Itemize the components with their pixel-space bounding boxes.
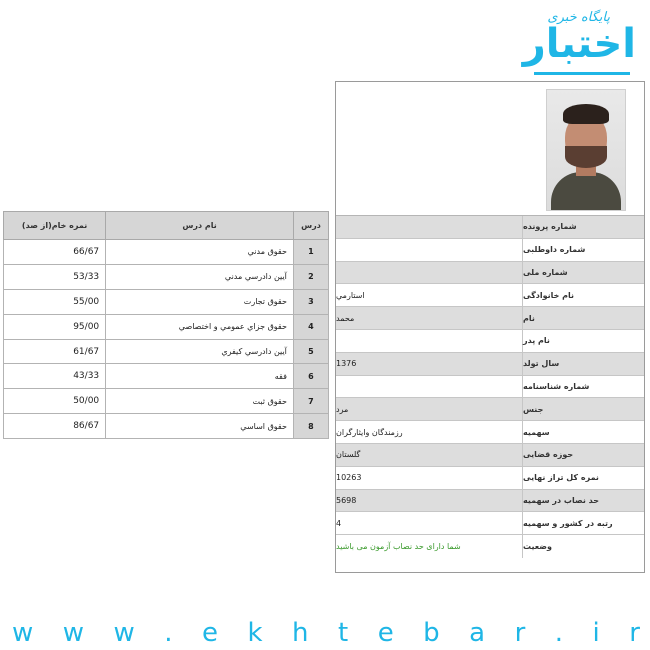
table-row	[4, 264, 329, 289]
site-logo	[522, 6, 636, 78]
url-char: k	[247, 618, 265, 648]
course-name: آيين دادرسي كيفري	[106, 339, 294, 364]
url-char: w	[62, 618, 87, 648]
info-label: وضعیت	[523, 542, 552, 552]
url-char: e	[377, 618, 396, 648]
scores-header-row	[4, 212, 329, 240]
info-row	[336, 216, 644, 239]
url-char: w	[113, 618, 137, 648]
info-label: نام	[523, 313, 535, 323]
logo-underline	[534, 72, 630, 75]
score-value: 55/00	[4, 289, 106, 314]
photo-hair	[563, 104, 609, 124]
info-row	[336, 421, 644, 444]
score-value: 50/00	[4, 389, 106, 414]
score-value: 86/67	[4, 414, 106, 439]
url-char: t	[338, 618, 351, 648]
info-row	[336, 353, 644, 376]
course-number: 4	[293, 314, 328, 339]
info-value	[336, 239, 523, 261]
info-value: 1376	[336, 353, 523, 375]
score-value: 66/67	[4, 240, 106, 265]
info-label: سهمیه	[523, 427, 550, 437]
info-value	[336, 330, 523, 352]
logo-title: اختبار	[522, 21, 636, 67]
info-label: نمره کل تراز نهایی	[523, 473, 599, 483]
info-row	[336, 535, 644, 558]
course-name: فقه	[106, 364, 294, 389]
header-course-num: درس	[293, 212, 328, 240]
table-row	[4, 339, 329, 364]
info-row	[336, 376, 644, 399]
url-char: .	[164, 618, 175, 648]
url-char: a	[469, 618, 488, 648]
score-value: 95/00	[4, 314, 106, 339]
course-number: 2	[293, 264, 328, 289]
course-number: 5	[293, 339, 328, 364]
info-row	[336, 467, 644, 490]
url-char: .	[554, 618, 566, 648]
info-value: مرد	[336, 398, 523, 420]
scores-table	[3, 211, 329, 439]
score-value: 53/33	[4, 264, 106, 289]
course-number: 6	[293, 364, 328, 389]
info-value: رزمندگان وایثارگران	[336, 421, 523, 443]
table-row	[4, 364, 329, 389]
url-char: r	[629, 618, 642, 648]
course-name: حقوق مدني	[106, 240, 294, 265]
photo-beard	[565, 146, 607, 168]
header-course-name: نام درس	[106, 212, 294, 240]
info-label: شماره ملی	[523, 267, 568, 277]
info-label: شماره پرونده	[523, 222, 577, 232]
photo-shirt	[551, 172, 621, 210]
course-number: 8	[293, 414, 328, 439]
url-char: r	[514, 618, 528, 648]
photo-area	[336, 82, 644, 216]
table-row	[4, 414, 329, 439]
info-row	[336, 490, 644, 513]
table-row	[4, 389, 329, 414]
info-row	[336, 239, 644, 262]
info-label: حد نصاب در سهمیه	[523, 495, 600, 505]
info-label: نام پدر	[523, 336, 550, 346]
header-score: نمره خام(از صد)	[4, 212, 106, 240]
table-row	[4, 314, 329, 339]
table-row	[4, 289, 329, 314]
info-value: گلستان	[336, 444, 523, 466]
info-value	[336, 216, 523, 238]
portrait-photo	[546, 89, 626, 211]
info-value: 10263	[336, 467, 523, 489]
info-label: سال تولد	[523, 359, 560, 369]
course-number: 3	[293, 289, 328, 314]
info-row	[336, 330, 644, 353]
url-char: e	[202, 618, 220, 648]
info-row	[336, 284, 644, 307]
info-label: حوزه قضایی	[523, 450, 574, 460]
course-name: حقوق تجارت	[106, 289, 294, 314]
course-name: حقوق اساسي	[106, 414, 294, 439]
scores-body	[4, 240, 329, 439]
url-char: b	[423, 618, 442, 648]
info-label: جنس	[523, 404, 544, 414]
course-name: حقوق جزاي عمومي و اختصاصي	[106, 314, 294, 339]
course-number: 7	[293, 389, 328, 414]
info-label: رتبه در کشور و سهمیه	[523, 518, 613, 528]
info-label: شماره داوطلبی	[523, 245, 586, 255]
url-char: w	[12, 618, 36, 648]
course-name: حقوق ثبت	[106, 389, 294, 414]
footer-url	[12, 618, 642, 648]
status-value: شما دارای حد نصاب آزمون می باشید	[336, 535, 523, 558]
url-char: h	[292, 618, 311, 648]
info-label: شماره شناسنامه	[523, 381, 590, 391]
info-value	[336, 262, 523, 284]
info-label: نام خانوادگی	[523, 290, 575, 300]
info-row	[336, 444, 644, 467]
candidate-info-card	[335, 81, 645, 573]
info-row	[336, 398, 644, 421]
logo-subtitle: پایگاه خبری	[547, 10, 610, 25]
info-rows	[336, 216, 644, 558]
info-value: 5698	[336, 490, 523, 512]
info-value	[336, 376, 523, 398]
info-row	[336, 512, 644, 535]
info-value: استارمي	[336, 284, 523, 306]
url-char: i	[592, 618, 602, 648]
table-row	[4, 240, 329, 265]
info-value: 4	[336, 512, 523, 534]
course-name: آيين دادرسي مدني	[106, 264, 294, 289]
info-row	[336, 307, 644, 330]
course-number: 1	[293, 240, 328, 265]
score-value: 61/67	[4, 339, 106, 364]
info-value: محمد	[336, 307, 523, 329]
info-row	[336, 262, 644, 285]
score-value: 43/33	[4, 364, 106, 389]
